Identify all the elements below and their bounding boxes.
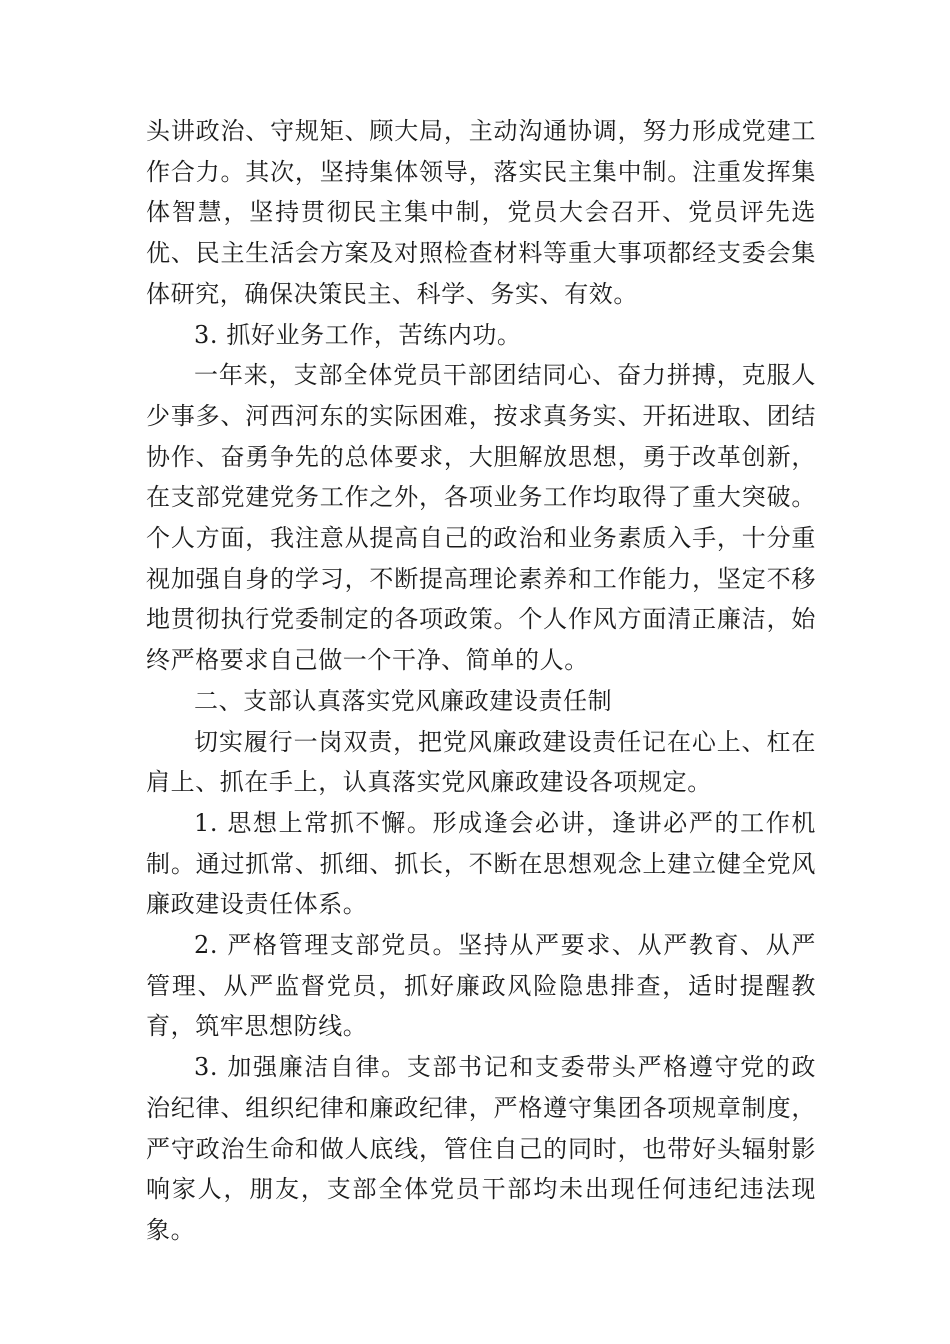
paragraph-continuation: 头讲政治、守规矩、顾大局，主动沟通协调，努力形成党建工作合力。其次，坚持集体领导，落实民主集中制。注重发挥集体智慧，坚持贯彻民主集中制，党员大会召开、党员评先选优、民主生活会方案及对照检查材料等重大事项都经支委会集体研究，确保决策民主、科学、务实、有效。 (146, 117, 816, 308)
section-heading-two: 二、支部认真落实党风廉政建设责任制 (194, 686, 613, 715)
paragraph-annual-summary: 一年来，支部全体党员干部团结同心、奋力拼搏，克服人少事多、河西河东的实际困难，按求真务实、开拓进取、团结协作、奋勇争先的总体要求，大胆解放思想，勇于改革创新，在支部党建党务工作之外，各项业务工作均取得了重大突破。个人方面，我注意从提高自己的政治和业务素质入手，十分重视加强自身的学习，不断提高理论素养和工作能力，坚定不移地贯彻执行党委制定的各项政策。个人作风方面清正廉洁，始终严格要求自己做一个干净、简单的人。 (146, 361, 816, 675)
heading-item-3-business-work: 3. 抓好业务工作，苦练内功。 (194, 320, 522, 349)
document-body (146, 111, 816, 1251)
paragraph-item-3: 3. 加强廉洁自律。支部书记和支委带头严格遵守党的政治纪律、组织纪律和廉政纪律，严格遵守集团各项规章制度，严守政治生命和做人底线，管住自己的同时，也带好头辐射影响家人，朋友，支部全体党员干部均未出现任何违纪违法现象。 (146, 1053, 816, 1244)
paragraph-duty-statement: 切实履行一岗双责，把党风廉政建设责任记在心上、杠在肩上、抓在手上，认真落实党风廉政建设各项规定。 (146, 727, 816, 797)
paragraph-item-2: 2. 严格管理支部党员。坚持从严要求、从严教育、从严管理、从严监督党员，抓好廉政风险隐患排查，适时提醒教育，筑牢思想防线。 (146, 931, 816, 1041)
paragraph-item-1: 1. 思想上常抓不懈。形成逢会必讲，逢讲必严的工作机制。通过抓常、抓细、抓长，不断在思想观念上建立健全党风廉政建设责任体系。 (146, 808, 816, 919)
